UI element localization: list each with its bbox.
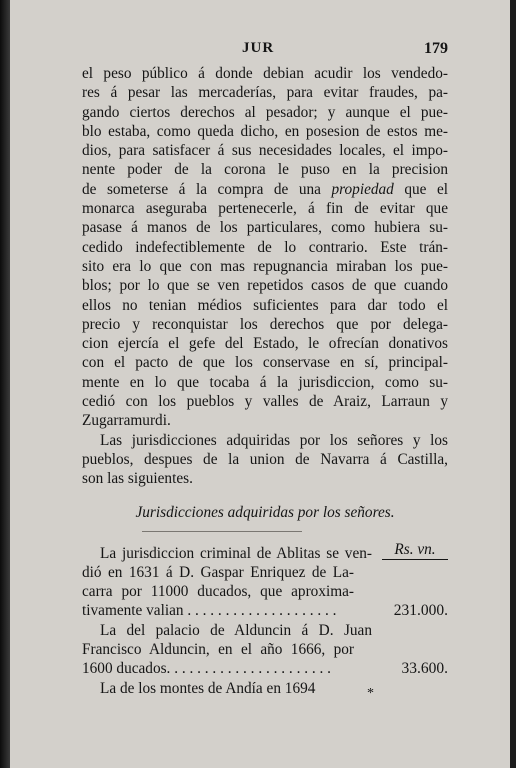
text-line: cion ejercía el gefe del Estado, le ofrecían donativos	[82, 335, 448, 353]
divider-rule	[142, 531, 302, 532]
entry-line: Francisco Alduncin, en el año 1666, por	[82, 641, 354, 659]
text-line: precio y reconquistar los derechos que por delega-	[82, 315, 448, 333]
running-head-title: JUR	[242, 40, 275, 56]
text-line: nente poder de la corona le puso en la precision	[82, 161, 448, 179]
entry-amount: 33.600.	[401, 660, 448, 678]
text-line: res á pesar las mercaderías, para evitar fraudes, pa-	[82, 84, 448, 102]
text-line: gando ciertos derechos al pesador; y aunque el pue-	[82, 103, 448, 121]
paragraph-2	[82, 431, 448, 489]
text-line: monarca aseguraba pertenecerle, á fin de evitar que	[82, 200, 448, 218]
text-line: pasase á manos de los particulares, como hubiera su-	[82, 219, 448, 237]
ledger-entry	[82, 679, 448, 701]
text-line: cedió con los pueblos y valles de Araiz, Larraun y	[82, 393, 448, 411]
entry-line: tivamente valian . . . . . . . . . . . . . . . . . . . .	[82, 602, 337, 620]
jurisdiction-ledger	[82, 540, 448, 701]
text-line: cedido indefectiblemente de lo contrario. Este trán-	[82, 238, 448, 256]
text-line: blo estaba, como queda dicho, en posesion de estos me-	[82, 122, 448, 140]
text-line: pueblos, despues de la union de Navarra á Castilla,	[82, 450, 448, 468]
entry-line: dió en 1631 á D. Gaspar Enriquez de La-	[82, 563, 354, 581]
ledger-entry	[82, 544, 448, 621]
entry-line: La del palacio de Alduncin á D. Juan	[100, 621, 372, 639]
entry-line: La jurisdiccion criminal de Ablitas se ven-	[100, 544, 372, 562]
running-head	[82, 40, 448, 64]
emphasized-word: propiedad	[331, 180, 394, 198]
entry-line: 1600 ducados. . . . . . . . . . . . . . . . . . . . . .	[82, 660, 331, 678]
text-line: Las jurisdicciones adquiridas por los señores y los	[100, 431, 448, 449]
entry-line: carra por 11000 ducados, que aproxima-	[82, 583, 354, 601]
ledger-entry	[82, 621, 448, 679]
text-line: el peso público á donde debian acudir los vendedo-	[82, 65, 448, 82]
page-number: 179	[424, 40, 448, 57]
entry-amount: 231.000.	[393, 602, 448, 620]
page-text	[82, 40, 448, 701]
paragraph-1	[82, 64, 448, 431]
text-line: blos; por lo que se ven repetidos casos de que cuando	[82, 277, 448, 295]
text-line: con el pacto de que los conservase en sí, principal-	[82, 354, 448, 372]
text-line: mente en lo que tocaba á la jurisdiccion, como su-	[82, 373, 448, 391]
text-line: son las siguientes.	[82, 470, 193, 488]
text-line: dios, para satisfacer á sus necesidades locales, el impo-	[82, 142, 448, 160]
binding-shadow	[0, 0, 10, 768]
section-title: Jurisdicciones adquiridas por los señores.	[135, 503, 395, 521]
text-line: sito era lo que con mas repugnancia miraban los pue-	[82, 257, 448, 275]
text-line: de someterse á la compra de una propiedad que el	[82, 180, 448, 198]
entry-line: La de los montes de Andía en 1694	[100, 679, 316, 697]
text-line: ellos no tenian médios suficientes para dar todo el	[82, 296, 448, 314]
text-line: Zugarramurdi.	[82, 412, 171, 430]
column-header-currency: Rs. vn.	[382, 541, 448, 560]
signature-mark: *	[367, 685, 374, 701]
